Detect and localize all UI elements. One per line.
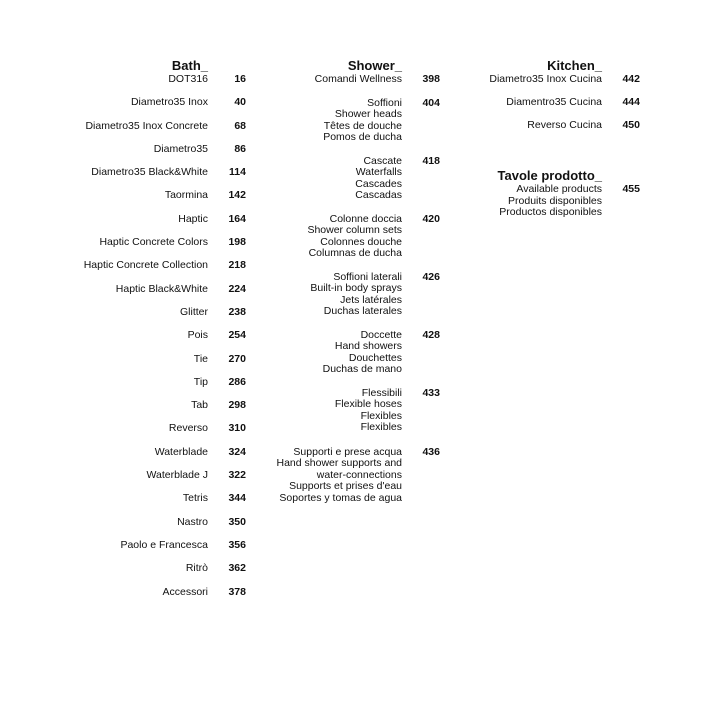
- entry-label: Diametro35 Inox: [130, 96, 208, 109]
- index-entry: [70, 540, 246, 563]
- kitchen-heading: Kitchen_: [547, 58, 602, 73]
- entry-label: Pois: [187, 329, 208, 342]
- entry-page-number: 218: [228, 259, 246, 272]
- index-entry: [270, 272, 440, 318]
- index-entry: [270, 98, 440, 144]
- entry-label: Waterblade: [154, 445, 208, 458]
- index-entry: [270, 214, 440, 260]
- entry-label: Diametro35: [153, 142, 208, 155]
- entry-label-line: water-connections: [316, 468, 402, 481]
- entry-label-line: Waterfalls: [355, 166, 402, 178]
- entry-page-number: 298: [228, 399, 246, 412]
- entry-label-line: Built-in body sprays: [310, 282, 402, 294]
- entry-label: Waterblade J: [146, 469, 208, 482]
- entry-label-line: Duchas de mano: [322, 363, 402, 375]
- index-entry: [70, 214, 246, 237]
- index-entry: [70, 423, 246, 446]
- entry-label-line: Productos disponibles: [499, 206, 602, 218]
- entry-page-number: 404: [422, 96, 440, 109]
- entry-label: [270, 98, 402, 144]
- entry-label: Diametro35 Inox Concrete: [85, 119, 208, 132]
- entry-page-number: 444: [622, 96, 640, 108]
- entry-label-line: Soffioni: [367, 96, 402, 109]
- entry-label: [270, 272, 402, 318]
- entry-label: [270, 74, 402, 86]
- entry-page-number: 114: [229, 166, 246, 179]
- entry-label-line: Soffioni laterali: [333, 270, 402, 283]
- entry-page-number: 322: [228, 469, 246, 482]
- index-entry: [70, 307, 246, 330]
- index-entry: [70, 330, 246, 353]
- entry-label-line: Produits disponibles: [508, 194, 602, 207]
- shower-section: [270, 58, 440, 504]
- index-entry: [470, 120, 640, 143]
- index-entry: [70, 121, 246, 144]
- entry-page-number: 356: [228, 538, 246, 551]
- entry-page-number: 86: [234, 142, 246, 155]
- entry-page-number: 426: [422, 270, 440, 283]
- entry-label-line: Available products: [516, 183, 602, 195]
- index-entry: [70, 563, 246, 586]
- index-entry: [70, 493, 246, 516]
- entry-label-line: Cascate: [363, 154, 402, 167]
- entry-label: [270, 330, 402, 376]
- entry-label: [270, 388, 402, 434]
- index-entry: [70, 237, 246, 260]
- entry-label-line: Duchas laterales: [323, 305, 402, 317]
- tavole-section: [470, 168, 640, 219]
- entry-label: [470, 184, 602, 219]
- entry-page-number: 455: [622, 183, 640, 195]
- entry-page-number: 420: [422, 212, 440, 225]
- entry-label-line: Hand shower supports and: [276, 457, 402, 469]
- entry-page-number: 418: [422, 154, 440, 167]
- index-entry: [70, 517, 246, 540]
- entry-label-line: Hand showers: [334, 340, 402, 352]
- entry-page-number: 286: [228, 375, 246, 388]
- entry-page-number: 428: [422, 328, 440, 341]
- entry-page-number: 142: [228, 189, 246, 202]
- entry-label-line: Supports et prises d'eau: [289, 480, 402, 492]
- entry-label: Reverso Cucina: [527, 119, 602, 131]
- entry-label-line: Soportes y tomas de agua: [279, 491, 402, 504]
- entry-label: Glitter: [179, 305, 208, 318]
- entry-label-line: Jets latérales: [340, 293, 402, 306]
- index-entry: [470, 184, 640, 219]
- entry-page-number: 40: [234, 96, 246, 109]
- entry-label: Diametro35 Inox Cucina: [489, 73, 602, 85]
- index-entry: [70, 447, 246, 470]
- entry-page-number: 68: [234, 119, 246, 132]
- index-entry: [470, 74, 640, 97]
- index-entry: [70, 167, 246, 190]
- entry-page-number: 344: [228, 492, 246, 505]
- index-entry: [270, 156, 440, 202]
- entry-label: Tip: [193, 375, 208, 388]
- entry-label-line: Shower column sets: [307, 224, 402, 236]
- entry-page-number: 254: [228, 329, 246, 342]
- entry-page-number: 362: [228, 562, 246, 575]
- entry-label-line: Cascadas: [355, 189, 402, 201]
- entry-label: Ritrò: [185, 562, 208, 575]
- entry-label-line: Shower heads: [334, 108, 402, 120]
- index-entry: [270, 330, 440, 376]
- entry-label: Paolo e Francesca: [120, 538, 208, 551]
- index-entry: [270, 388, 440, 434]
- index-entry: [470, 97, 640, 120]
- entry-label-line: Flessibili: [361, 386, 402, 399]
- entry-label: Diamentro35 Cucina: [506, 96, 602, 108]
- index-entry: [70, 190, 246, 213]
- entry-label-line: Colonnes douche: [320, 235, 402, 248]
- entry-label: Tetris: [182, 492, 208, 505]
- entry-page-number: 238: [228, 305, 246, 318]
- entry-page-number: 16: [234, 73, 246, 85]
- entry-label-line: Supporti e prese acqua: [293, 445, 402, 458]
- entry-label: [270, 214, 402, 260]
- entry-page-number: 270: [228, 352, 246, 365]
- entry-label-line: Cascades: [355, 177, 402, 190]
- index-entry: [70, 144, 246, 167]
- kitchen-list: [470, 74, 640, 143]
- entry-label: Haptic Black&White: [115, 282, 208, 295]
- bath-section: [70, 58, 246, 610]
- index-entry: [270, 447, 440, 505]
- index-entry: [70, 284, 246, 307]
- index-entry: [70, 354, 246, 377]
- entry-page-number: 164: [228, 212, 246, 225]
- entry-label: Reverso: [168, 422, 208, 435]
- bath-list: [70, 74, 246, 610]
- entry-page-number: 450: [622, 119, 640, 131]
- entry-label: Haptic Concrete Colors: [99, 236, 208, 249]
- index-entry: [70, 377, 246, 400]
- entry-label: Tie: [193, 352, 208, 365]
- entry-label: Nastro: [177, 515, 208, 528]
- entry-page-number: 436: [422, 445, 440, 458]
- entry-label: Taormina: [164, 189, 208, 202]
- entry-page-number: 442: [622, 73, 640, 85]
- entry-label-line: Douchettes: [348, 351, 402, 364]
- tavole-list: [470, 184, 640, 219]
- shower-heading: Shower_: [347, 58, 402, 73]
- entry-label: Diametro35 Black&White: [91, 166, 208, 179]
- entry-page-number: 224: [228, 282, 246, 295]
- index-entry: [70, 260, 246, 283]
- index-entry: [70, 97, 246, 120]
- bath-heading: Bath_: [171, 58, 208, 73]
- index-entry: [70, 470, 246, 493]
- index-entry: [70, 400, 246, 423]
- entry-label: [270, 156, 402, 202]
- entry-label: Haptic Concrete Collection: [83, 259, 208, 272]
- entry-page-number: 398: [422, 73, 440, 85]
- entry-label: Haptic: [178, 212, 208, 225]
- entry-label-line: Têtes de douche: [323, 119, 402, 132]
- entry-label-line: Flexibles: [360, 409, 402, 422]
- entry-label-line: Comandi Wellness: [314, 73, 402, 85]
- kitchen-section: [470, 58, 640, 143]
- entry-page-number: 310: [228, 422, 246, 435]
- entry-page-number: 378: [228, 585, 246, 598]
- entry-page-number: 198: [228, 236, 246, 249]
- tavole-heading: Tavole prodotto_: [497, 168, 602, 183]
- entry-label-line: Columnas de ducha: [308, 247, 402, 259]
- entry-label: Tab: [191, 399, 208, 412]
- entry-label: [270, 447, 402, 505]
- index-entry: [270, 74, 440, 86]
- entry-label: DOT316: [168, 73, 208, 85]
- shower-list: [270, 74, 440, 504]
- entry-label-line: Flexibles: [360, 421, 402, 433]
- index-entry: [70, 74, 246, 97]
- entry-label-line: Flexible hoses: [334, 398, 402, 410]
- entry-page-number: 350: [228, 515, 246, 528]
- entry-label-line: Pomos de ducha: [323, 131, 402, 143]
- entry-page-number: 324: [228, 445, 246, 458]
- index-entry: [70, 587, 246, 610]
- entry-label-line: Colonne doccia: [329, 212, 402, 225]
- entry-page-number: 433: [422, 386, 440, 399]
- entry-label: Accessori: [162, 585, 208, 598]
- entry-label-line: Doccette: [360, 328, 402, 341]
